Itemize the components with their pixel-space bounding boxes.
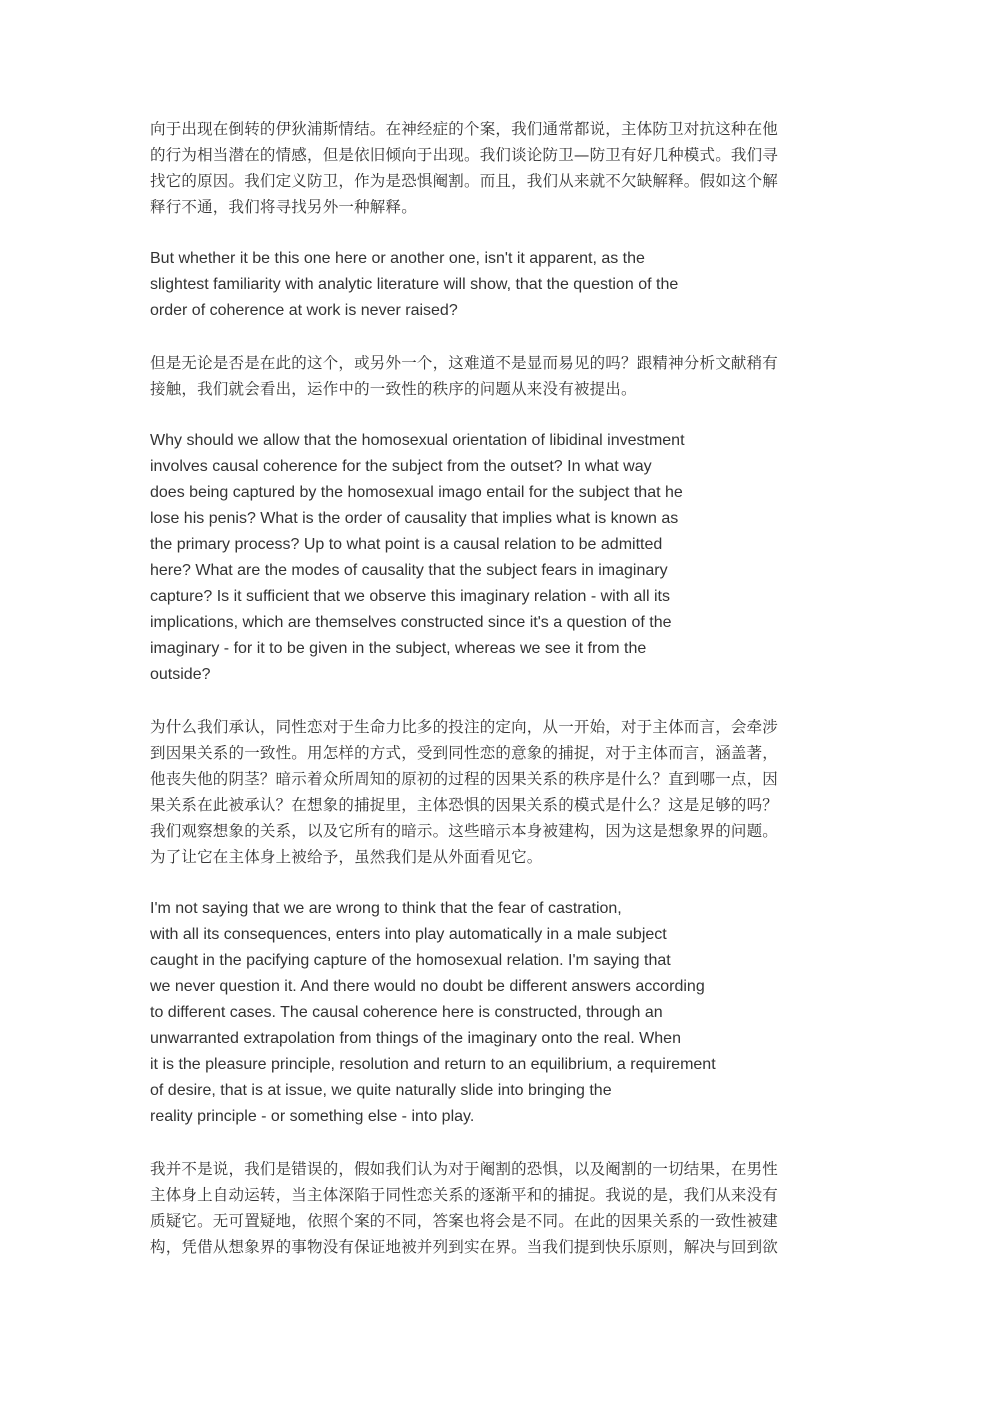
paragraph-english-3: I'm not saying that we are wrong to think that the fear of castration, with all its consequences, enters into play automatically in a male subject caught in the pacifying capture of the homosexual relation. I'm saying that we never question it. And there would no doubt be different answers according to different cases. The causal coherence here is constructed, through an unwarranted extrapolation from things of the imaginary onto the real. When it is the pleasure principle, resolution and return to an equilibrium, a requirement of desire, that is at issue, we quite naturally slide into bringing the reality principle - or something else - into play. xyxy=(150,900,716,1125)
paragraph-gap xyxy=(150,688,850,714)
paragraph-gap xyxy=(150,870,850,896)
paragraph-chinese-2: 但是无论是否是在此的这个，或另外一个，这难道不是显而易见的吗？跟精神分析文献稍有 接触，我们就会看出，运作中的一致性的秩序的问题从来没有被提出。 xyxy=(150,354,779,398)
paragraph-gap xyxy=(150,220,850,246)
paragraph-english-2: Why should we allow that the homosexual orientation of libidinal investment involves causal coherence for the subject from the outset? In what way does being captured by the homosexual imago entail for the subject that he lose his penis? What is the order of causality that implies what is known as the primary process? Up to what point is a causal relation to be admitted here? What are the modes of causality that the subject fears in imaginary capture? Is it sufficient that we observe this imaginary relation - with all its implications, which are themselves constructed since it's a question of the imaginary - for it to be given in the subject, whereas we see it from the outside? xyxy=(150,432,685,683)
document-body xyxy=(150,116,850,1260)
paragraph-gap xyxy=(150,324,850,350)
paragraph-gap xyxy=(150,402,850,428)
paragraph-chinese-3: 为什么我们承认，同性恋对于生命力比多的投注的定向，从一开始，对于主体而言，会牵涉 到因果关系的一致性。用怎样的方式，受到同性恋的意象的捕捉，对于主体而言，涵盖著， 他丧失他的阴茎？暗示着众所周知的原初的过程的因果关系的秩序是什么？直到哪一点，因 果关系在此被承认？在想象的捕捉里，主体恐惧的因果关系的模式是什么？这是足够的吗？ 我们观察想象的关系，以及它所有的暗示。这些暗示本身被建构，因为这是想象界的问题。 为了让它在主体身上被给予，虽然我们是从外面看见它。 xyxy=(150,718,779,866)
paragraph-chinese-4: 我并不是说，我们是错误的，假如我们认为对于阉割的恐惧，以及阉割的一切结果，在男性 主体身上自动运转，当主体深陷于同性恋关系的逐渐平和的捕捉。我说的是，我们从来没有 质疑它。无可置疑地，依照个案的不同，答案也将会是不同。在此的因果关系的一致性被建 构，凭借从想象界的事物没有保证地被并列到实在界。当我们提到快乐原则，解决与回到欲 xyxy=(150,1160,779,1256)
paragraph-english-1: But whether it be this one here or another one, isn't it apparent, as the slightest familiarity with analytic literature will show, that the question of the order of coherence at work is never raised? xyxy=(150,250,679,319)
paragraph-chinese-1: 向于出现在倒转的伊狄浦斯情结。在神经症的个案，我们通常都说，主体防卫对抗这种在他 的行为相当潜在的情感，但是依旧倾向于出现。我们谈论防卫—防卫有好几种模式。我们寻 找它的原因。我们定义防卫，作为是恐惧阉割。而且，我们从来就不欠缺解释。假如这个解 释行不通，我们将寻找另外一种解释。 xyxy=(150,120,779,216)
paragraph-gap xyxy=(150,1130,850,1156)
